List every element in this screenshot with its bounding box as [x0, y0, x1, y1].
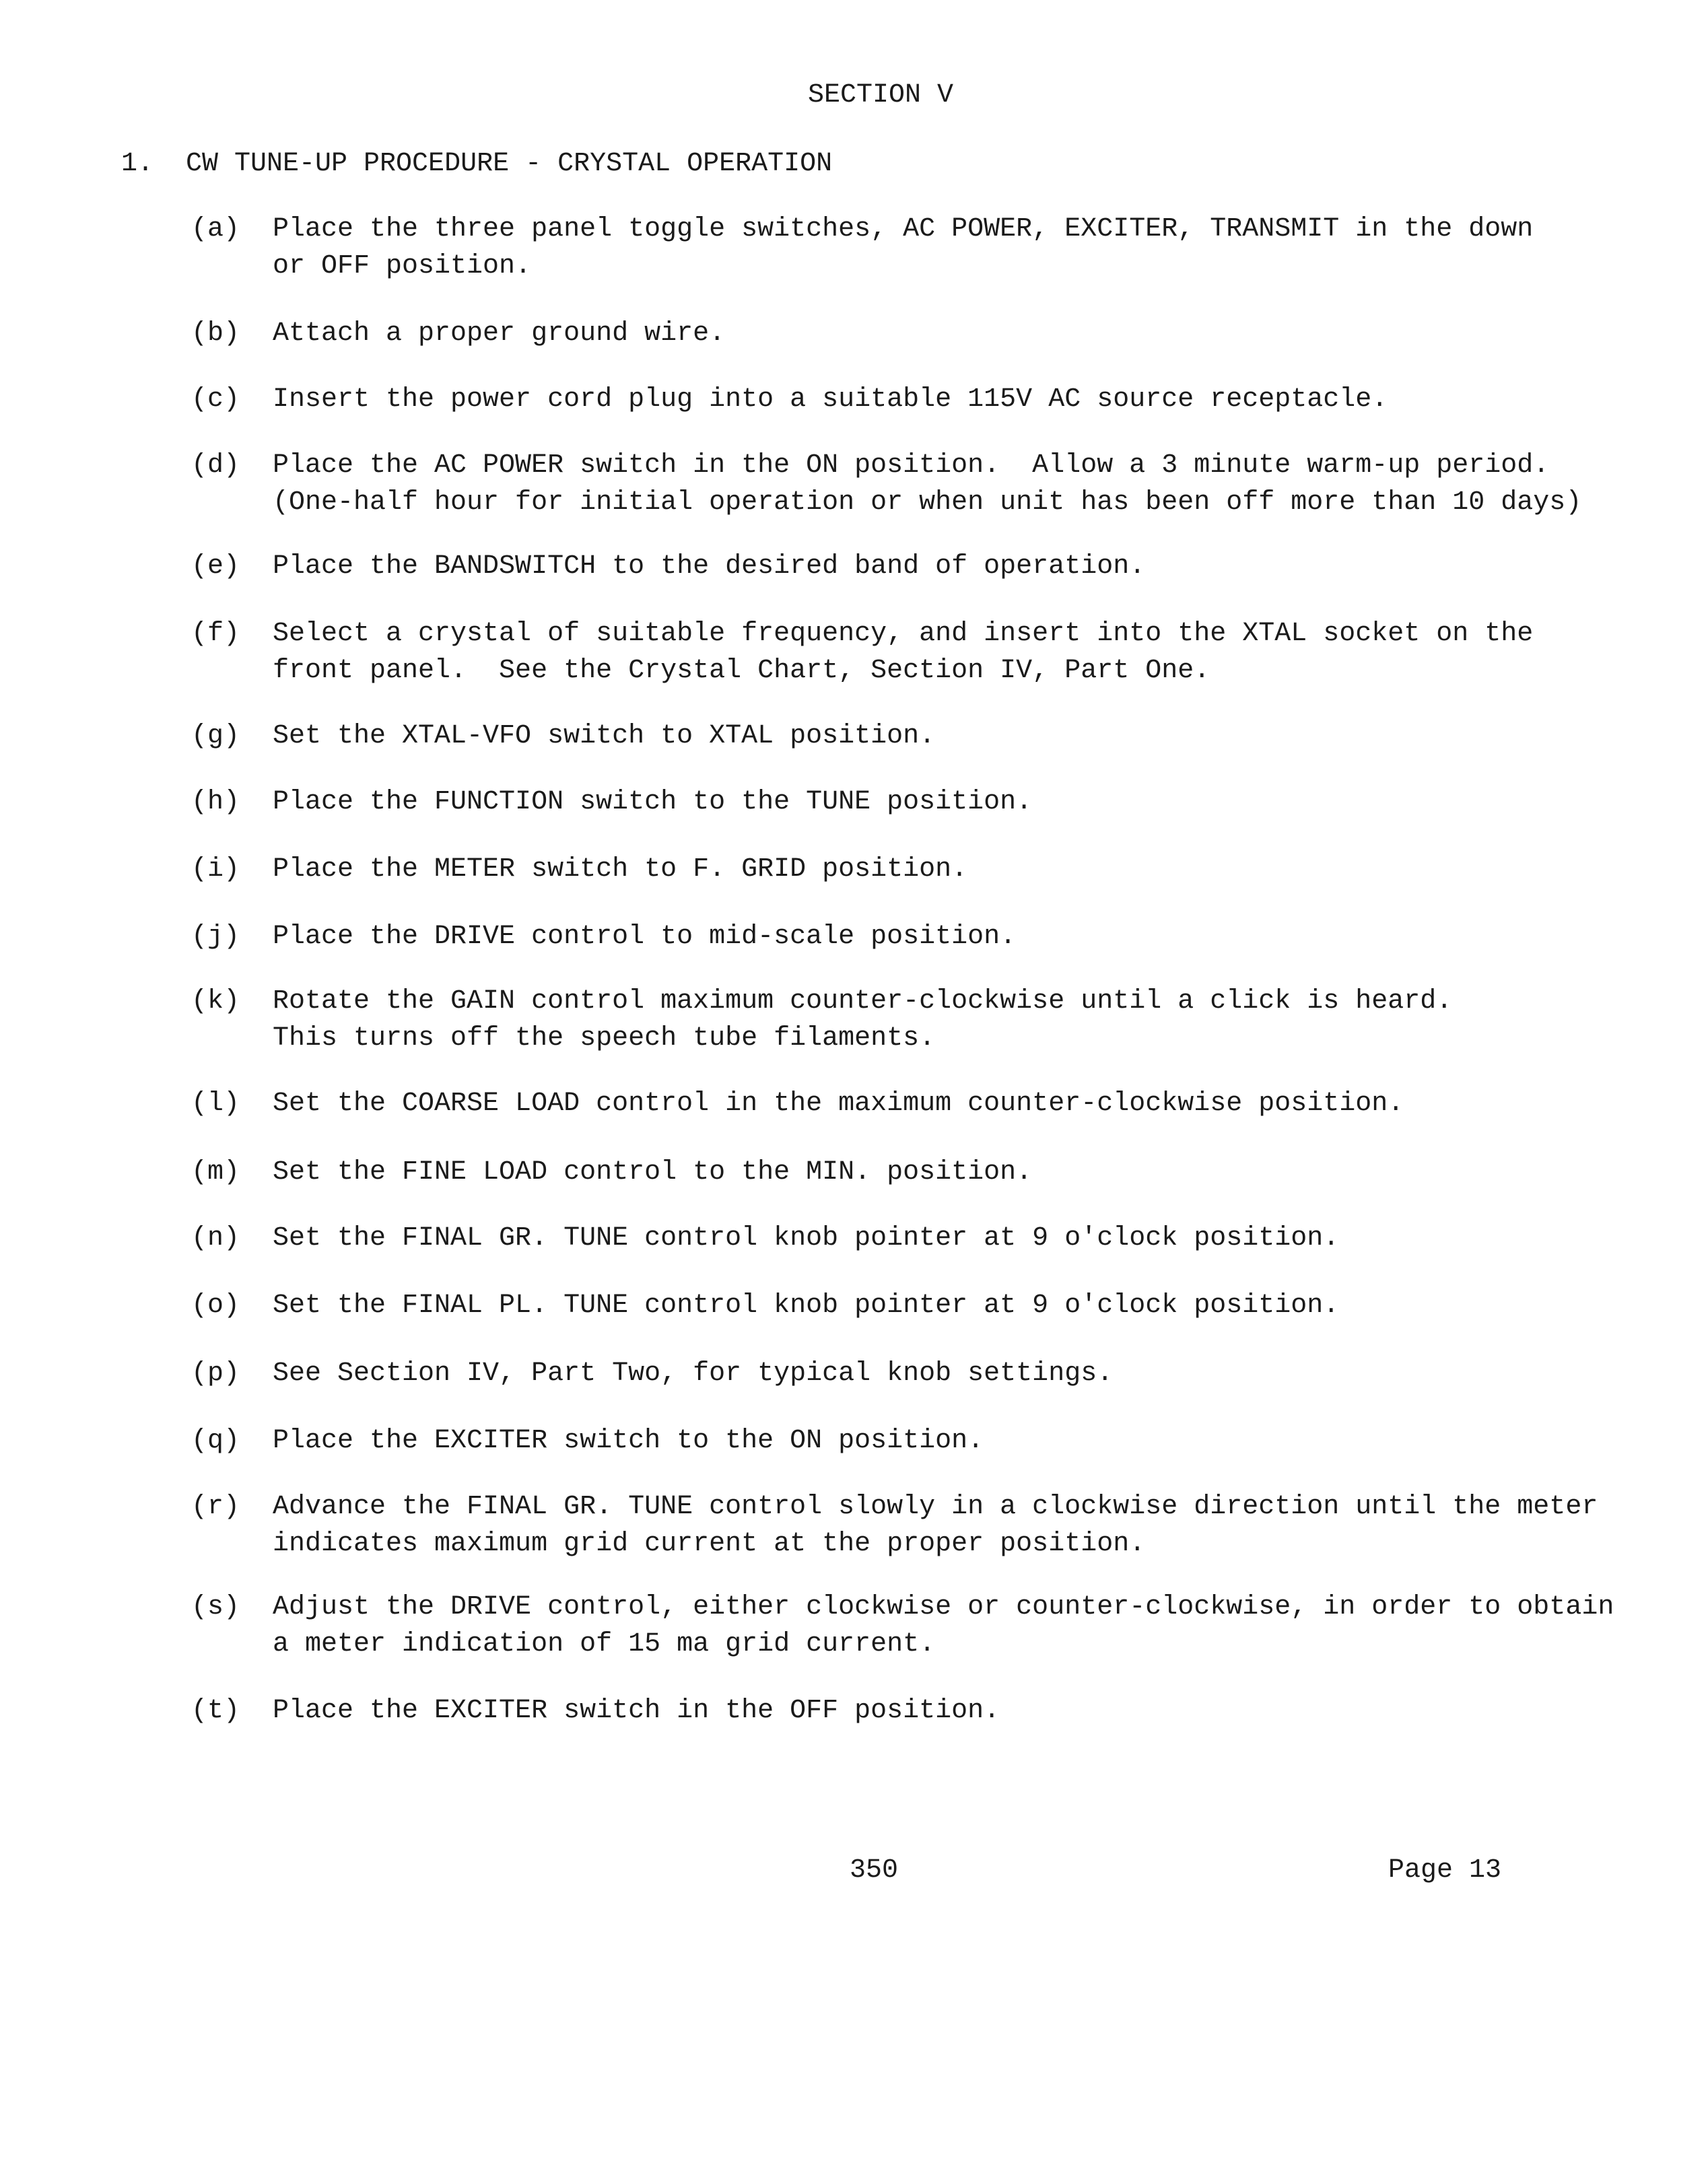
item-line: Place the AC POWER switch in the ON position. Allow a 3 minute warm-up period. — [273, 450, 1550, 481]
item-line: Set the FINAL PL. TUNE control knob pointer at 9 o'clock position. — [273, 1290, 1340, 1321]
item-label: (g) — [191, 721, 240, 751]
item-text — [273, 784, 1032, 821]
item-label: (i) — [191, 854, 240, 885]
item-line: Select a crystal of suitable frequency, and insert into the XTAL socket on the — [273, 619, 1534, 649]
item-line: Advance the FINAL GR. TUNE control slowly in a clockwise direction until the meter — [273, 1492, 1598, 1522]
footer-page-number: Page 13 — [1388, 1855, 1502, 1886]
item-line: Place the EXCITER switch in the OFF position. — [273, 1696, 1000, 1726]
item-text — [273, 718, 935, 755]
item-line: Set the FINAL GR. TUNE control knob pointer at 9 o'clock position. — [273, 1223, 1340, 1253]
item-text — [273, 851, 967, 888]
item-text — [273, 211, 1533, 285]
item-label: (r) — [191, 1492, 240, 1522]
section-title: SECTION V — [808, 80, 954, 110]
item-label: (m) — [191, 1157, 240, 1187]
item-text — [273, 1589, 1614, 1663]
item-text — [273, 1085, 1404, 1122]
item-label: (c) — [191, 384, 240, 415]
item-line: Place the DRIVE control to mid-scale position. — [273, 922, 1017, 952]
item-label: (f) — [191, 619, 240, 649]
item-line: Place the BANDSWITCH to the desired band of operation. — [273, 551, 1146, 582]
item-label: (l) — [191, 1089, 240, 1119]
item-text — [273, 1422, 984, 1459]
item-label: (b) — [191, 318, 240, 349]
item-label: (o) — [191, 1290, 240, 1321]
item-label: (s) — [191, 1592, 240, 1622]
item-line: Place the FUNCTION switch to the TUNE position. — [273, 787, 1033, 817]
footer-model-number: 350 — [850, 1855, 899, 1886]
item-text — [273, 918, 1016, 955]
item-line: Place the three panel toggle switches, AC POWER, EXCITER, TRANSMIT in the down — [273, 214, 1534, 244]
item-label: (t) — [191, 1696, 240, 1726]
item-line: front panel. See the Crystal Chart, Section IV, Part One. — [273, 656, 1210, 686]
item-label: (h) — [191, 787, 240, 817]
item-text — [273, 1692, 1000, 1729]
item-line: See Section IV, Part Two, for typical knob settings. — [273, 1358, 1114, 1389]
item-line: Place the EXCITER switch to the ON position. — [273, 1426, 984, 1456]
item-line: This turns off the speech tube filaments. — [273, 1023, 936, 1054]
item-text — [273, 1355, 1113, 1392]
item-line: Place the METER switch to F. GRID position. — [273, 854, 968, 885]
heading-title: CW TUNE-UP PROCEDURE - CRYSTAL OPERATION — [186, 149, 833, 179]
item-line: Insert the power cord plug into a suitable 115V AC source receptacle. — [273, 384, 1388, 415]
item-line: Set the XTAL-VFO switch to XTAL position. — [273, 721, 936, 751]
item-text — [273, 615, 1533, 689]
item-line: (One-half hour for initial operation or when unit has been off more than 10 days) — [273, 487, 1582, 518]
item-text — [273, 1220, 1339, 1257]
item-label: (q) — [191, 1426, 240, 1456]
item-label: (k) — [191, 986, 240, 1016]
item-line: Adjust the DRIVE control, either clockwise or counter-clockwise, in order to obtain — [273, 1592, 1614, 1622]
item-line: a meter indication of 15 ma grid current. — [273, 1629, 936, 1659]
item-line: Rotate the GAIN control maximum counter-clockwise until a click is heard. — [273, 986, 1453, 1016]
item-line: indicates maximum grid current at the proper position. — [273, 1529, 1146, 1559]
item-text — [273, 381, 1388, 418]
item-line: or OFF position. — [273, 251, 532, 281]
item-text — [273, 1488, 1598, 1562]
item-label: (d) — [191, 450, 240, 481]
item-line: Set the FINE LOAD control to the MIN. position. — [273, 1157, 1033, 1187]
item-line: Set the COARSE LOAD control in the maximum counter-clockwise position. — [273, 1089, 1404, 1119]
item-text — [273, 1287, 1339, 1324]
item-text — [273, 548, 1145, 585]
item-label: (e) — [191, 551, 240, 582]
heading-number: 1. — [121, 149, 154, 179]
item-label: (a) — [191, 214, 240, 244]
item-text — [273, 1154, 1032, 1191]
item-label: (n) — [191, 1223, 240, 1253]
item-text — [273, 447, 1581, 521]
item-line: Attach a proper ground wire. — [273, 318, 726, 349]
item-text — [273, 315, 725, 352]
item-label: (p) — [191, 1358, 240, 1389]
item-text — [273, 983, 1452, 1057]
item-label: (j) — [191, 922, 240, 952]
